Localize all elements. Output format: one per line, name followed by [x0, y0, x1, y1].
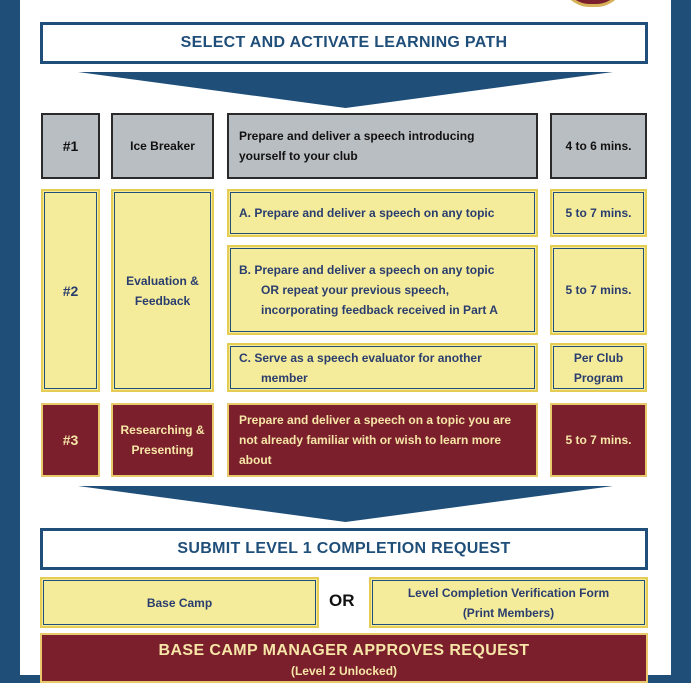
option-verification-form [369, 577, 648, 628]
project-task-text: A. Prepare and deliver a speech on any topic [239, 206, 495, 220]
option-base-camp [40, 577, 319, 628]
level-number-3 [41, 403, 100, 477]
level-number-2 [41, 189, 100, 392]
time-range-c [550, 343, 647, 392]
project-name-researching-presenting [111, 403, 214, 477]
project-task-b [227, 245, 538, 335]
project-name-text: Ice Breaker [130, 139, 195, 153]
project-task-text: Prepare and deliver a speech on a topic you are not already familiar with or wish to learn more about [239, 413, 512, 467]
time-range-a [550, 189, 647, 237]
section-header-select-path [40, 22, 648, 64]
level-number-text: #2 [62, 282, 79, 299]
project-task-line: member [261, 370, 308, 385]
time-range-text: 5 to 7 mins. [565, 283, 632, 297]
option-text: Level Completion Verification Form [407, 585, 610, 600]
approval-title: BASE CAMP MANAGER APPROVES REQUEST [158, 642, 530, 659]
level-number-text: #3 [62, 432, 79, 448]
time-range [550, 403, 647, 477]
project-task-line: B. Prepare and deliver a speech on any topic [239, 263, 495, 277]
section-header-submit [40, 528, 648, 570]
project-name-evaluation-feedback [111, 189, 214, 392]
option-text: Base Camp [146, 595, 213, 610]
time-range-text: Per Club Program [573, 350, 624, 385]
time-range-text: 5 to 7 mins. [565, 433, 632, 447]
project-task [227, 113, 538, 179]
option-subtext: (Print Members) [462, 605, 555, 620]
approval-subtitle: (Level 2 Unlocked) [290, 664, 398, 678]
or-separator: OR [329, 591, 355, 610]
project-name-text: Evaluation & Feedback [126, 273, 199, 308]
project-task [227, 403, 538, 477]
project-task-a [227, 189, 538, 237]
project-name-text: Researching & Presenting [120, 423, 205, 457]
approval-banner [40, 633, 648, 683]
project-task-line: C. Serve as a speech evaluator for another [239, 350, 482, 365]
project-task-c [227, 343, 538, 392]
time-range-text: 5 to 7 mins. [565, 206, 632, 220]
time-range-text: 4 to 6 mins. [565, 139, 632, 153]
project-name-ice-breaker [111, 113, 214, 179]
section-header-text: SUBMIT LEVEL 1 COMPLETION REQUEST [177, 540, 511, 557]
level-number-1 [41, 113, 100, 179]
level-number-text: #1 [62, 138, 79, 154]
project-task-line: incorporating feedback received in Part A [261, 303, 498, 317]
time-range [550, 113, 647, 179]
project-task-text: Prepare and deliver a speech introducing yourself to your club [239, 129, 475, 163]
section-header-text: SELECT AND ACTIVATE LEARNING PATH [180, 34, 508, 51]
project-task-line: OR repeat your previous speech, [261, 283, 450, 297]
time-range-b [550, 245, 647, 335]
